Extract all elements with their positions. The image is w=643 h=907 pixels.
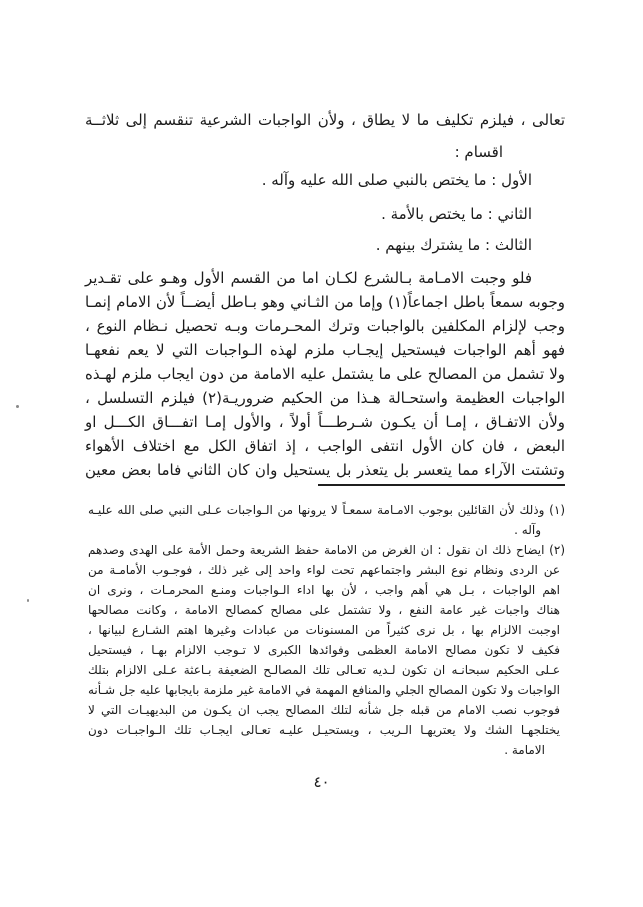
footnote-line: عـلى الحكيم سبحانـه ان تكون لـديه تعـالى تلك المصالـح الضعيفة بـاعثة عـلى الالزام بتلك (88, 663, 560, 677)
footnote-separator (318, 484, 565, 486)
body-line: وجوبه سمعاً باطل اجماعاً(١) وإما من الثـاني وهو بـاطل أيضــاً لأن الامام إنمـا (85, 293, 565, 311)
body-line: فهو أهم الواجبات فيستحيل إيجـاب ملزم لهذه الـواجبات التي لا يعم نفعهـا (85, 341, 565, 359)
footnote-line: الامامة . (504, 743, 545, 757)
footnote-2 (88, 540, 565, 760)
body-line: البعض ، فان كان الأول انتفى الواجب ، إذ اتفاق الكل مع اختلاف الأهواء (85, 437, 565, 455)
footnotes-block (88, 500, 565, 760)
footnote-line: (١) وذلك لأن القائلين بوجوب الامـامة سمعـاً لا يرونها من الـواجبات عـلى النبي صلى الله عليـه (88, 503, 565, 517)
body-line: وجب لإلزام المكلفين بالواجبات وترك المحـرمات وبـه تحصيل نـظام النوع ، (85, 317, 565, 335)
page-number: ٤٠ (313, 773, 330, 791)
footnote-1 (88, 500, 565, 540)
body-line: اقسام : (454, 143, 503, 161)
footnote-line: (٢) ايضاح ذلك ان نقول : ان الغرض من الامامة حفظ الشريعة وحمل الأمة على الهدى وصدهم (88, 543, 565, 557)
body-line: وتشتت الآراء مما يتعسر بل يتعذر بل يستحيل وان كان الثاني فاما بعض معين (85, 461, 565, 479)
footnote-line: فوجوب نصب الامام من قبله جل شأنه لتلك المصالح يجب ان يكـون من البديهيـات التي لا (88, 703, 560, 717)
footnote-line: الواجبات ولا تكون المصالح الجلي والمنافع المهمة في الامامة غير ملزمة بايجابها عليه جل شـأنه (88, 683, 560, 697)
body-line: فلو وجبت الامـامة بـالشرع لكـان اما من القسم الأول وهـو على تقـدير (85, 269, 532, 287)
footnote-line: اهم الواجبات ، بـل هي أهم واجب ، لأن بها اداء الـواجبات ومنـع المحرمـات ، ونرى ان (88, 583, 560, 597)
footnote-line: وآله . (514, 523, 541, 537)
footnote-line: عن الردى ونظام نوع البشر واجتماعهم تحت لواء واحد إلى غير ذلك ، فوجـوب الأمامـة من (88, 563, 560, 577)
body-paragraph (85, 266, 565, 482)
body-line: ولأن الاتفـاق ، إمـا أن يكـون شـرطـــاً أولاً ، والأول إمـا اتفـــاق الكـــل او (85, 413, 565, 431)
section-item-third: الثالث : ما يشترك بينهم . (375, 236, 532, 254)
footnote-line: هناك واجبات غير عامة النفع ، ولا تشتمل على مصالح كمصالح الامامة ، وكانت مصالحها (88, 603, 560, 617)
scan-speck (27, 599, 29, 602)
footnote-line: اوجبت الالزام بها ، بل نرى كثيراً من المسنونات من عبادات وغيرها اهتم الشـارع لبيانها ، (88, 623, 560, 637)
body-line: تعالى ، فيلزم تكليف ما لا يطاق ، ولأن الواجبات الشرعية تنقسم إلى ثلاثــة (85, 111, 565, 129)
footnote-line: فكيف لا تكون مصالح الامامة العظمى وفوائدها الكبرى لا تـوجب الالزام بهـا ، فيستحيل (88, 643, 560, 657)
scan-speck (16, 405, 19, 408)
section-item-first: الأول : ما يختص بالنبي صلى الله عليه وآله . (261, 171, 532, 189)
main-text-block (85, 108, 565, 482)
body-line: الواجبات العظيمة واستحـالة هـذا من الحكيم ضروريـة(٢) فيلزم التسلسل ، (85, 389, 566, 407)
section-item-second: الثاني : ما يختص بالأمة . (381, 205, 532, 223)
footnote-line: يختلجهـا الشك ولا يعتريهـا الـريب ، ويستحيـل عليـه تعـالى ايجـاب تلك الـواجبـات دون (88, 723, 560, 737)
body-line: ولا تشمل من المصالح على ما يشتمل عليه الامامة من دون ايجاب ملزم لهـذه (85, 365, 565, 383)
